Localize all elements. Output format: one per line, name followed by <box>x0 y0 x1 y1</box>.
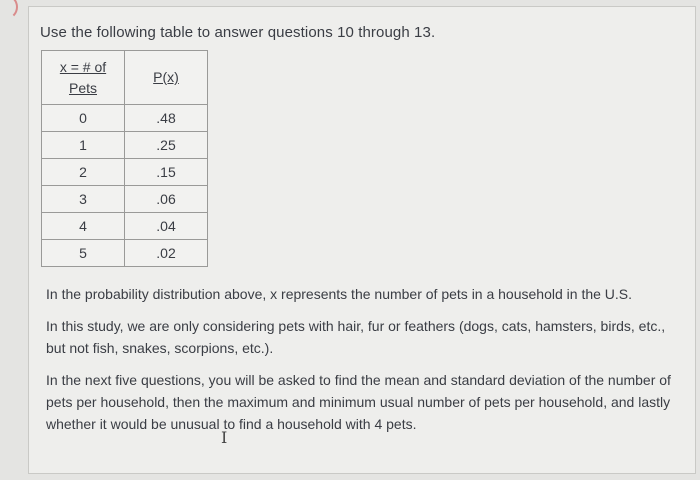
question-panel <box>28 6 696 474</box>
table-header-row <box>42 51 208 105</box>
text-cursor-icon: I <box>221 428 228 447</box>
cell-p: .48 <box>125 105 208 132</box>
table-row <box>42 105 208 132</box>
cell-x: 5 <box>42 240 125 267</box>
cell-p: .04 <box>125 213 208 240</box>
table-row <box>42 186 208 213</box>
probability-distribution-table <box>41 50 208 267</box>
cell-p: .06 <box>125 186 208 213</box>
instructions-heading: Use the following table to answer questions 10 through 13. <box>40 24 436 41</box>
header-x-pets <box>42 51 125 105</box>
cell-x: 0 <box>42 105 125 132</box>
cell-p: .02 <box>125 240 208 267</box>
cell-p: .15 <box>125 159 208 186</box>
cell-p: .25 <box>125 132 208 159</box>
cell-x: 3 <box>42 186 125 213</box>
corner-arc-mark <box>0 0 18 20</box>
table-row <box>42 132 208 159</box>
header-p-label: P(x) <box>153 69 179 85</box>
header-probability <box>125 51 208 105</box>
header-x-line1: x = # of <box>59 58 107 75</box>
table-row <box>42 213 208 240</box>
header-x-line2: Pets <box>68 79 97 96</box>
cell-x: 4 <box>42 213 125 240</box>
paragraph-definition: In the probability distribution above, x represents the number of pets in a household in the U.S. <box>46 286 633 302</box>
table-row <box>42 159 208 186</box>
paragraph-next-questions: In the next five questions, you will be asked to find the mean and standard deviation of the number of pets per household, then the maximum and minimum usual number of pets per household, and lastly whether it would be unusual to find a household with 4 pets. <box>46 372 671 432</box>
paragraph-scope: In this study, we are only considering pets with hair, fur or feathers (dogs, cats, hamsters, birds, etc., but not fish, snakes, scorpions, etc.). <box>46 318 666 356</box>
cell-x: 2 <box>42 159 125 186</box>
table-row <box>42 240 208 267</box>
cell-x: 1 <box>42 132 125 159</box>
